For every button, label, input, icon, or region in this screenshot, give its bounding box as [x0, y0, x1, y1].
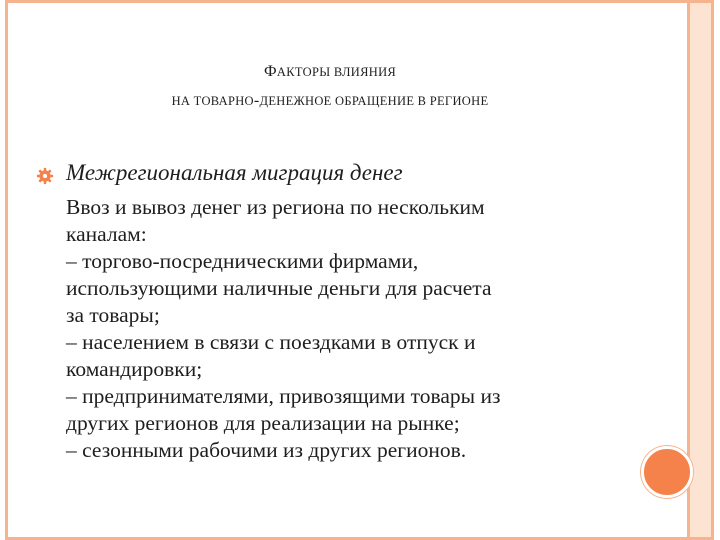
title-line2-pre: НА ТОВАРНО [171, 94, 254, 108]
frame-right-band [690, 0, 711, 540]
gear-bullet-icon [36, 167, 54, 185]
title-line2-dash: - [253, 92, 260, 109]
frame-top-border [5, 0, 714, 3]
frame-right-outer-border [711, 0, 714, 540]
body-line: каналам: [66, 222, 147, 246]
title-line2-rest: ДЕНЕЖНОЕ ОБРАЩЕНИЕ В РЕГИОНЕ [259, 94, 489, 108]
title-line1-text: АКТОРЫ ВЛИЯНИЯ [276, 65, 397, 79]
decorative-circle [641, 446, 693, 498]
body-line: за товары; [66, 303, 160, 327]
title-cap-letter: Ф [263, 63, 277, 80]
frame-left-border [5, 0, 8, 540]
body-line: – торгово-посредническими фирмами, [66, 249, 419, 273]
section-heading: Межрегиональная миграция денег [66, 160, 403, 185]
body-line: использующими наличные деньги для расчета [66, 276, 492, 300]
body-line: – сезонными рабочими из других регионов. [66, 438, 467, 462]
body-line: Ввоз и вывоз денег из региона по нескольким [66, 195, 485, 219]
body-line: других регионов для реализации на рынке; [66, 411, 460, 435]
slide-title-line1 [0, 63, 660, 81]
body-text [66, 194, 651, 464]
body-line: – населением в связи с поездками в отпуск и [66, 330, 476, 354]
body-line: – предпринимателями, привозящими товары из [66, 384, 501, 408]
body-line: командировки; [66, 357, 203, 381]
slide-title-line2 [0, 92, 660, 110]
